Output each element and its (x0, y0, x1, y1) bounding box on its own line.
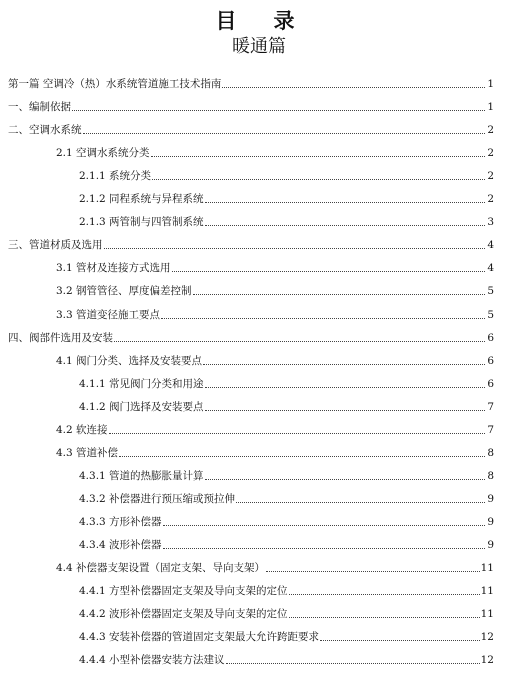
toc-entry-page-number: 1 (487, 78, 494, 90)
dot-leader (289, 594, 480, 595)
dot-leader (205, 479, 485, 480)
toc-entry-page-number: 2 (487, 170, 494, 183)
toc-entry-page-number: 5 (487, 285, 494, 298)
toc-entry-page-number: 8 (487, 446, 494, 459)
toc-entry[interactable] (79, 651, 494, 667)
toc-entry-page-number: 6 (487, 354, 494, 367)
toc-entry[interactable] (56, 282, 494, 298)
toc-entry-page-number: 7 (487, 400, 494, 413)
toc-entry[interactable] (56, 559, 494, 575)
toc-entry[interactable] (79, 190, 494, 206)
toc-entry-label: 三、管道材质及选用 (8, 239, 103, 252)
toc-entry[interactable] (79, 536, 494, 552)
toc-entry-label: 一、编制依据 (8, 101, 71, 114)
toc-entry-page-number: 2 (487, 193, 494, 206)
toc-entry-label: 2.1 空调水系统分类 (56, 147, 150, 160)
toc-entry-page-number: 11 (480, 562, 494, 575)
toc-entry-label: 2.1.2 同程系统与异程系统 (79, 193, 204, 206)
toc-entry-label: 4.1 阀门分类、选择及安装要点 (56, 354, 203, 367)
dot-leader (109, 433, 485, 434)
toc-entry-label: 2.1.3 两管制与四管制系统 (79, 216, 204, 229)
toc-entry[interactable] (79, 167, 494, 183)
dot-leader (205, 225, 485, 226)
dot-leader (205, 202, 485, 203)
toc-entry[interactable] (79, 467, 494, 483)
toc-entry-label: 4.4.4 小型补偿器安装方法建议 (79, 654, 225, 667)
toc-entry-page-number: 9 (487, 492, 494, 505)
toc-entry-page-number: 9 (487, 539, 494, 551)
toc-entry-label: 第一篇 空调冷（热）水系统管道施工技术指南 (8, 78, 222, 90)
toc-entry-label: 3.2 钢管管径、厚度偏差控制 (56, 285, 192, 298)
toc-entry[interactable] (79, 398, 494, 414)
toc-entry[interactable] (79, 513, 494, 529)
toc-entry-page-number: 2 (487, 147, 494, 160)
dot-leader (163, 548, 485, 549)
toc-entry-label: 3.1 管材及连接方式选用 (56, 262, 171, 275)
toc-entry[interactable] (56, 421, 494, 437)
dot-leader (205, 387, 485, 388)
toc-entry-page-number: 12 (480, 654, 494, 667)
toc-entry[interactable] (79, 605, 494, 621)
toc-entry-page-number: 4 (487, 262, 494, 275)
dot-leader (222, 87, 485, 88)
dot-leader (205, 410, 485, 411)
toc-entry-page-number: 12 (480, 631, 494, 644)
toc-entry-label: 4.3.4 波形补偿器 (79, 539, 162, 551)
toc-entry-page-number: 8 (487, 469, 494, 482)
toc-entry[interactable] (8, 75, 494, 91)
toc-entry[interactable] (79, 628, 494, 644)
toc-entry-page-number: 9 (487, 515, 494, 528)
toc-entry-label: 4.1.2 阀门选择及安装要点 (79, 400, 204, 413)
toc-entry-page-number: 3 (487, 216, 494, 229)
toc-entry-page-number: 11 (480, 608, 494, 621)
dot-leader (83, 133, 486, 134)
toc-entry-page-number: 6 (487, 377, 494, 390)
toc-entry-label: 4.4 补偿器支架设置（固定支架、导向支架） (56, 562, 266, 575)
dot-leader (119, 456, 485, 457)
dot-leader (163, 525, 485, 526)
toc-entry-page-number: 7 (487, 423, 494, 436)
toc-entry-page-number: 4 (487, 239, 494, 252)
dot-leader (266, 571, 480, 572)
toc-entry-label: 4.3 管道补偿 (56, 446, 119, 459)
toc-entry[interactable] (8, 236, 494, 252)
toc-entry[interactable] (56, 352, 494, 368)
toc-entry-label: 4.3.1 管道的热膨胀量计算 (79, 469, 204, 482)
toc-entry[interactable] (56, 444, 494, 460)
toc-entry-label: 4.3.2 补偿器进行预压缩或预拉伸 (79, 492, 236, 505)
toc-entry[interactable] (79, 213, 494, 229)
dot-leader (161, 318, 485, 319)
toc-entry-label: 4.1.1 常见阀门分类和用途 (79, 377, 204, 390)
document-title: 目 录 (215, 8, 303, 33)
toc-entry-label: 二、空调水系统 (8, 124, 82, 137)
dot-leader (193, 294, 485, 295)
toc-entry-label: 3.3 管道变径施工要点 (56, 308, 161, 321)
toc-entry-label: 4.4.1 方型补偿器固定支架及导向支架的定位 (79, 585, 288, 598)
toc-entry[interactable] (56, 144, 494, 160)
toc-entry-page-number: 1 (487, 101, 494, 114)
toc-entry-page-number: 11 (480, 585, 494, 598)
toc-entry-page-number: 5 (487, 308, 494, 321)
dot-leader (72, 110, 485, 111)
dot-leader (151, 156, 485, 157)
dot-leader (172, 271, 485, 272)
toc-entry-page-number: 2 (487, 124, 494, 137)
toc-entry[interactable] (79, 375, 494, 391)
toc-entry[interactable] (8, 98, 494, 114)
dot-leader (104, 248, 486, 249)
toc-entry[interactable] (56, 306, 494, 322)
dot-leader (203, 364, 485, 365)
document-subtitle: 暖通篇 (232, 36, 286, 57)
toc-entry[interactable] (79, 582, 494, 598)
toc-entry[interactable] (8, 121, 494, 137)
toc-entry[interactable] (79, 490, 494, 506)
dot-leader (226, 663, 480, 664)
toc-entry-label: 4.4.2 波形补偿器固定支架及导向支架的定位 (79, 608, 288, 621)
toc-entry-label: 四、阀部件选用及安装 (8, 331, 113, 344)
toc-entry[interactable] (8, 329, 494, 345)
toc-entry-label: 2.1.1 系统分类 (79, 170, 152, 183)
toc-entry[interactable] (56, 259, 494, 275)
toc-entry-page-number: 6 (487, 331, 494, 344)
dot-leader (152, 179, 485, 180)
dot-leader (289, 617, 480, 618)
dot-leader (114, 341, 485, 342)
toc-entry-label: 4.3.3 方形补偿器 (79, 515, 162, 528)
toc-entry-label: 4.2 软连接 (56, 423, 108, 436)
dot-leader (320, 640, 480, 641)
dot-leader (236, 502, 485, 503)
toc-entry-label: 4.4.3 安装补偿器的管道固定支架最大允许跨距要求 (79, 631, 320, 644)
